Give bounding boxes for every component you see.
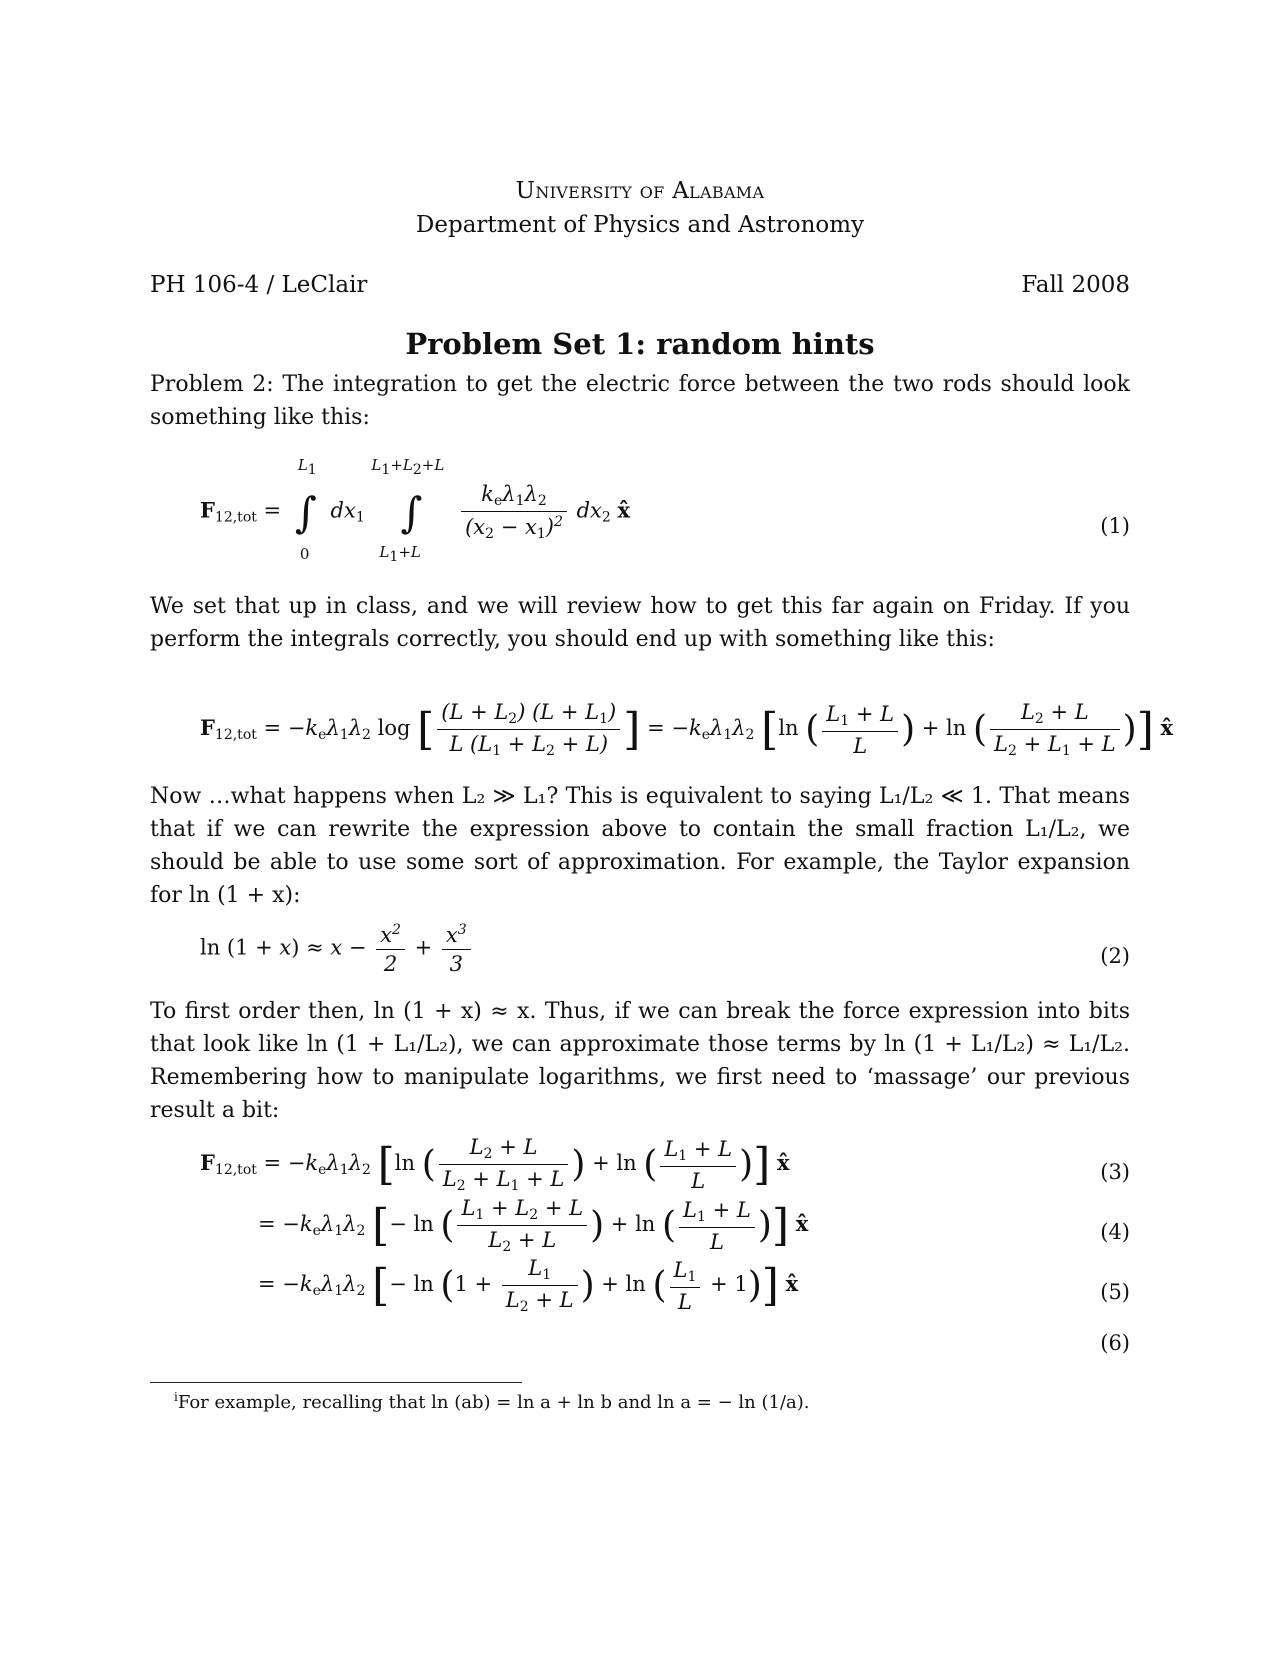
page — [150, 0, 1174, 1656]
paragraph-approximation: Now …what happens when L₂ ≫ L₁? This is equivalent to saying L₁/L₂ ≪ 1. That means that if we can rewrite the expression above to contain the small fraction L₁/L₂, we should be able to use some sort of approximation. For example, the Taylor expansion for ln (1 + x): — [150, 784, 1130, 908]
paragraph-setup: We set that up in class, and we will review how to get this far again on Friday. If you perform the integrals correctly, you should end up with something like this: — [150, 594, 1130, 652]
equation-2: ln (1 + x) ≈ x − $\frac{x^2}{2}$ + $\frac{x^3}{3}$ — [200, 922, 474, 976]
footnote-text: For example, recalling that ln (ab) = ln a + ln b and ln a = − ln (1/a). — [177, 1392, 810, 1413]
equation-number-1: (1) — [1100, 514, 1130, 538]
equation-number-5: (5) — [1100, 1280, 1130, 1304]
university-name: University of Alabama — [515, 178, 765, 204]
equation-number-3: (3) — [1100, 1160, 1130, 1184]
equation-result: $F_{12,tot} = -k_e\lambda_1\lambda_2$ log [ $\frac{(L + L_2) (L + L_1)}{L (L_1 + L_2 + L)}$ ] = $-k_e\lambda_1\lambda_2$ [ln ( $\frac{L_1 + L}{L}$ ) + ln ( $\frac{L_2 + L}{L_2 + L_1 + L}$ )] x̂ — [200, 700, 1174, 759]
paragraph-first-order: To first order then, ln (1 + x) ≈ x. Thus, if we can break the force expression into bits that look like ln (1 + L₁/L₂), we can approximate those terms by ln (1 + L₁/L₂) ≈ L₁/L₂. Remembering how to manipulate logarithms, we first need to ‘massage’ our previous result a bit: — [150, 999, 1130, 1123]
equation-1: $F_{12,tot}$ = L1 ∫ 0 $dx_1$ L1+L2+L ∫ L1+L $\frac{k_e\lambda_1\lambda_2}{(x_2 - x_1)^2}$ $dx_2$ x̂ — [200, 455, 631, 565]
equation-number-6: (6) — [1100, 1331, 1130, 1355]
footnote: $^i$For example, recalling that ln (ab) = ln a + ln b and ln a = − ln (1/a). — [174, 1390, 810, 1413]
equation-3: $F_{12,tot} = -k_e\lambda_1\lambda_2$ [ln ( $\frac{L_2 + L}{L_2 + L_1 + L}$ ) + ln ( $\frac{L_1 + L}{L}$ )] x̂ — [200, 1135, 790, 1194]
term-label: Fall 2008 — [1021, 272, 1130, 298]
department-name: Department of Physics and Astronomy — [415, 212, 865, 238]
paragraph-problem-2: Problem 2: The integration to get the electric force between the two rods should look something like this: — [150, 372, 1130, 430]
footnote-rule — [150, 1382, 522, 1383]
page-title: Problem Set 1: random hints — [405, 327, 875, 361]
equation-4: = $-k_e\lambda_1\lambda_2$ [− ln ( $\frac{L_1 + L_2 + L}{L_2 + L}$ ) + ln ( $\frac{L_1 + L}{L}$ )] x̂ — [258, 1196, 809, 1255]
equation-number-2: (2) — [1100, 944, 1130, 968]
equation-number-4: (4) — [1100, 1220, 1130, 1244]
course-label: PH 106-4 / LeClair — [150, 272, 368, 298]
equation-5: = $-k_e\lambda_1\lambda_2$ [− ln (1 + $\frac{L_1}{L_2 + L}$ ) + ln ( $\frac{L_1}{L}$ + 1)] x̂ — [258, 1256, 799, 1315]
